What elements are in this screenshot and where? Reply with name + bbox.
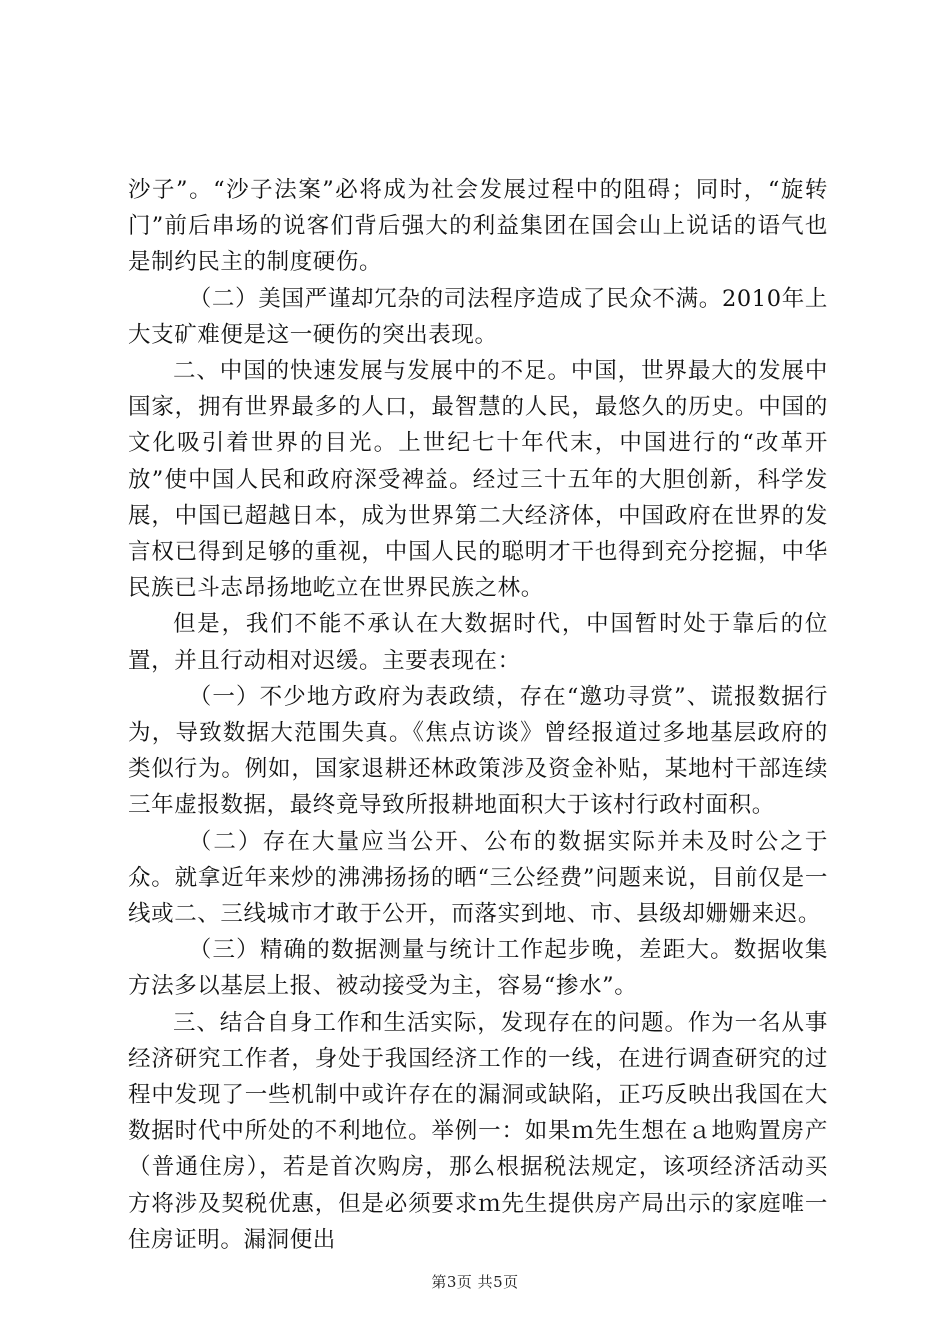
paragraph-5: （一）不少地方政府为表政绩，存在“邀功寻赏”、谎报数据行为，导致数据大范围失真。《焦点访谈》曾经报道过多地基层政府的类似行为。例如，国家退耕还林政策涉及资金补贴，某地村干部连续三年虚报数据，最终竟导致所报耕地面积大于该村行政村面积。 <box>128 683 828 819</box>
paragraph-3: 二、中国的快速发展与发展中的不足。中国，世界最大的发展中国家，拥有世界最多的人口，最智慧的人民，最悠久的历史。中国的文化吸引着世界的目光。上世纪七十年代末，中国进行的“改革开放”使中国人民和政府深受裨益。经过三十五年的大胆创新，科学发展，中国已超越日本，成为世界第二大经济体，中国政府在世界的发言权已得到足够的重视，中国人民的聪明才干也得到充分挖掘，中华民族已斗志昂扬地屹立在世界民族之林。 <box>128 358 828 602</box>
paragraph-1: 沙子”。“沙子法案”必将成为社会发展过程中的阻碍；同时，“旋转门”前后串场的说客们背后强大的利益集团在国会山上说话的语气也是制约民主的制度硬伤。 <box>128 177 828 276</box>
document-body <box>128 172 828 1258</box>
paragraph-2: （二）美国严谨却冗杂的司法程序造成了民众不满。2010年上大支矿难便是这一硬伤的突出表现。 <box>128 285 828 348</box>
paragraph-4: 但是，我们不能不承认在大数据时代，中国暂时处于靠后的位置，并且行动相对迟缓。主要表现在： <box>128 611 828 674</box>
paragraph-6: （二）存在大量应当公开、公布的数据实际并未及时公之于众。就拿近年来炒的沸沸扬扬的晒“三公经费”问题来说，目前仅是一线或二、三线城市才敢于公开，而落实到地、市、县级却姗姗来迟。 <box>128 828 828 928</box>
page-footer: 第3页 共5页 <box>431 1273 519 1291</box>
paragraph-7: （三）精确的数据测量与统计工作起步晚，差距大。数据收集方法多以基层上报、被动接受为主，容易“掺水”。 <box>128 937 828 1000</box>
paragraph-8: 三、结合自身工作和生活实际，发现存在的问题。作为一名从事经济研究工作者，身处于我国经济工作的一线，在进行调查研究的过程中发现了一些机制中或许存在的漏洞或缺陷，正巧反映出我国在大数据时代中所处的不利地位。举例一：如果ｍ先生想在ａ地购置房产（普通住房），若是首次购房，那么根据税法规定，该项经济活动买方将涉及契税优惠，但是必须要求ｍ先生提供房产局出示的家庭唯一住房证明。漏洞便出 <box>128 1009 828 1253</box>
